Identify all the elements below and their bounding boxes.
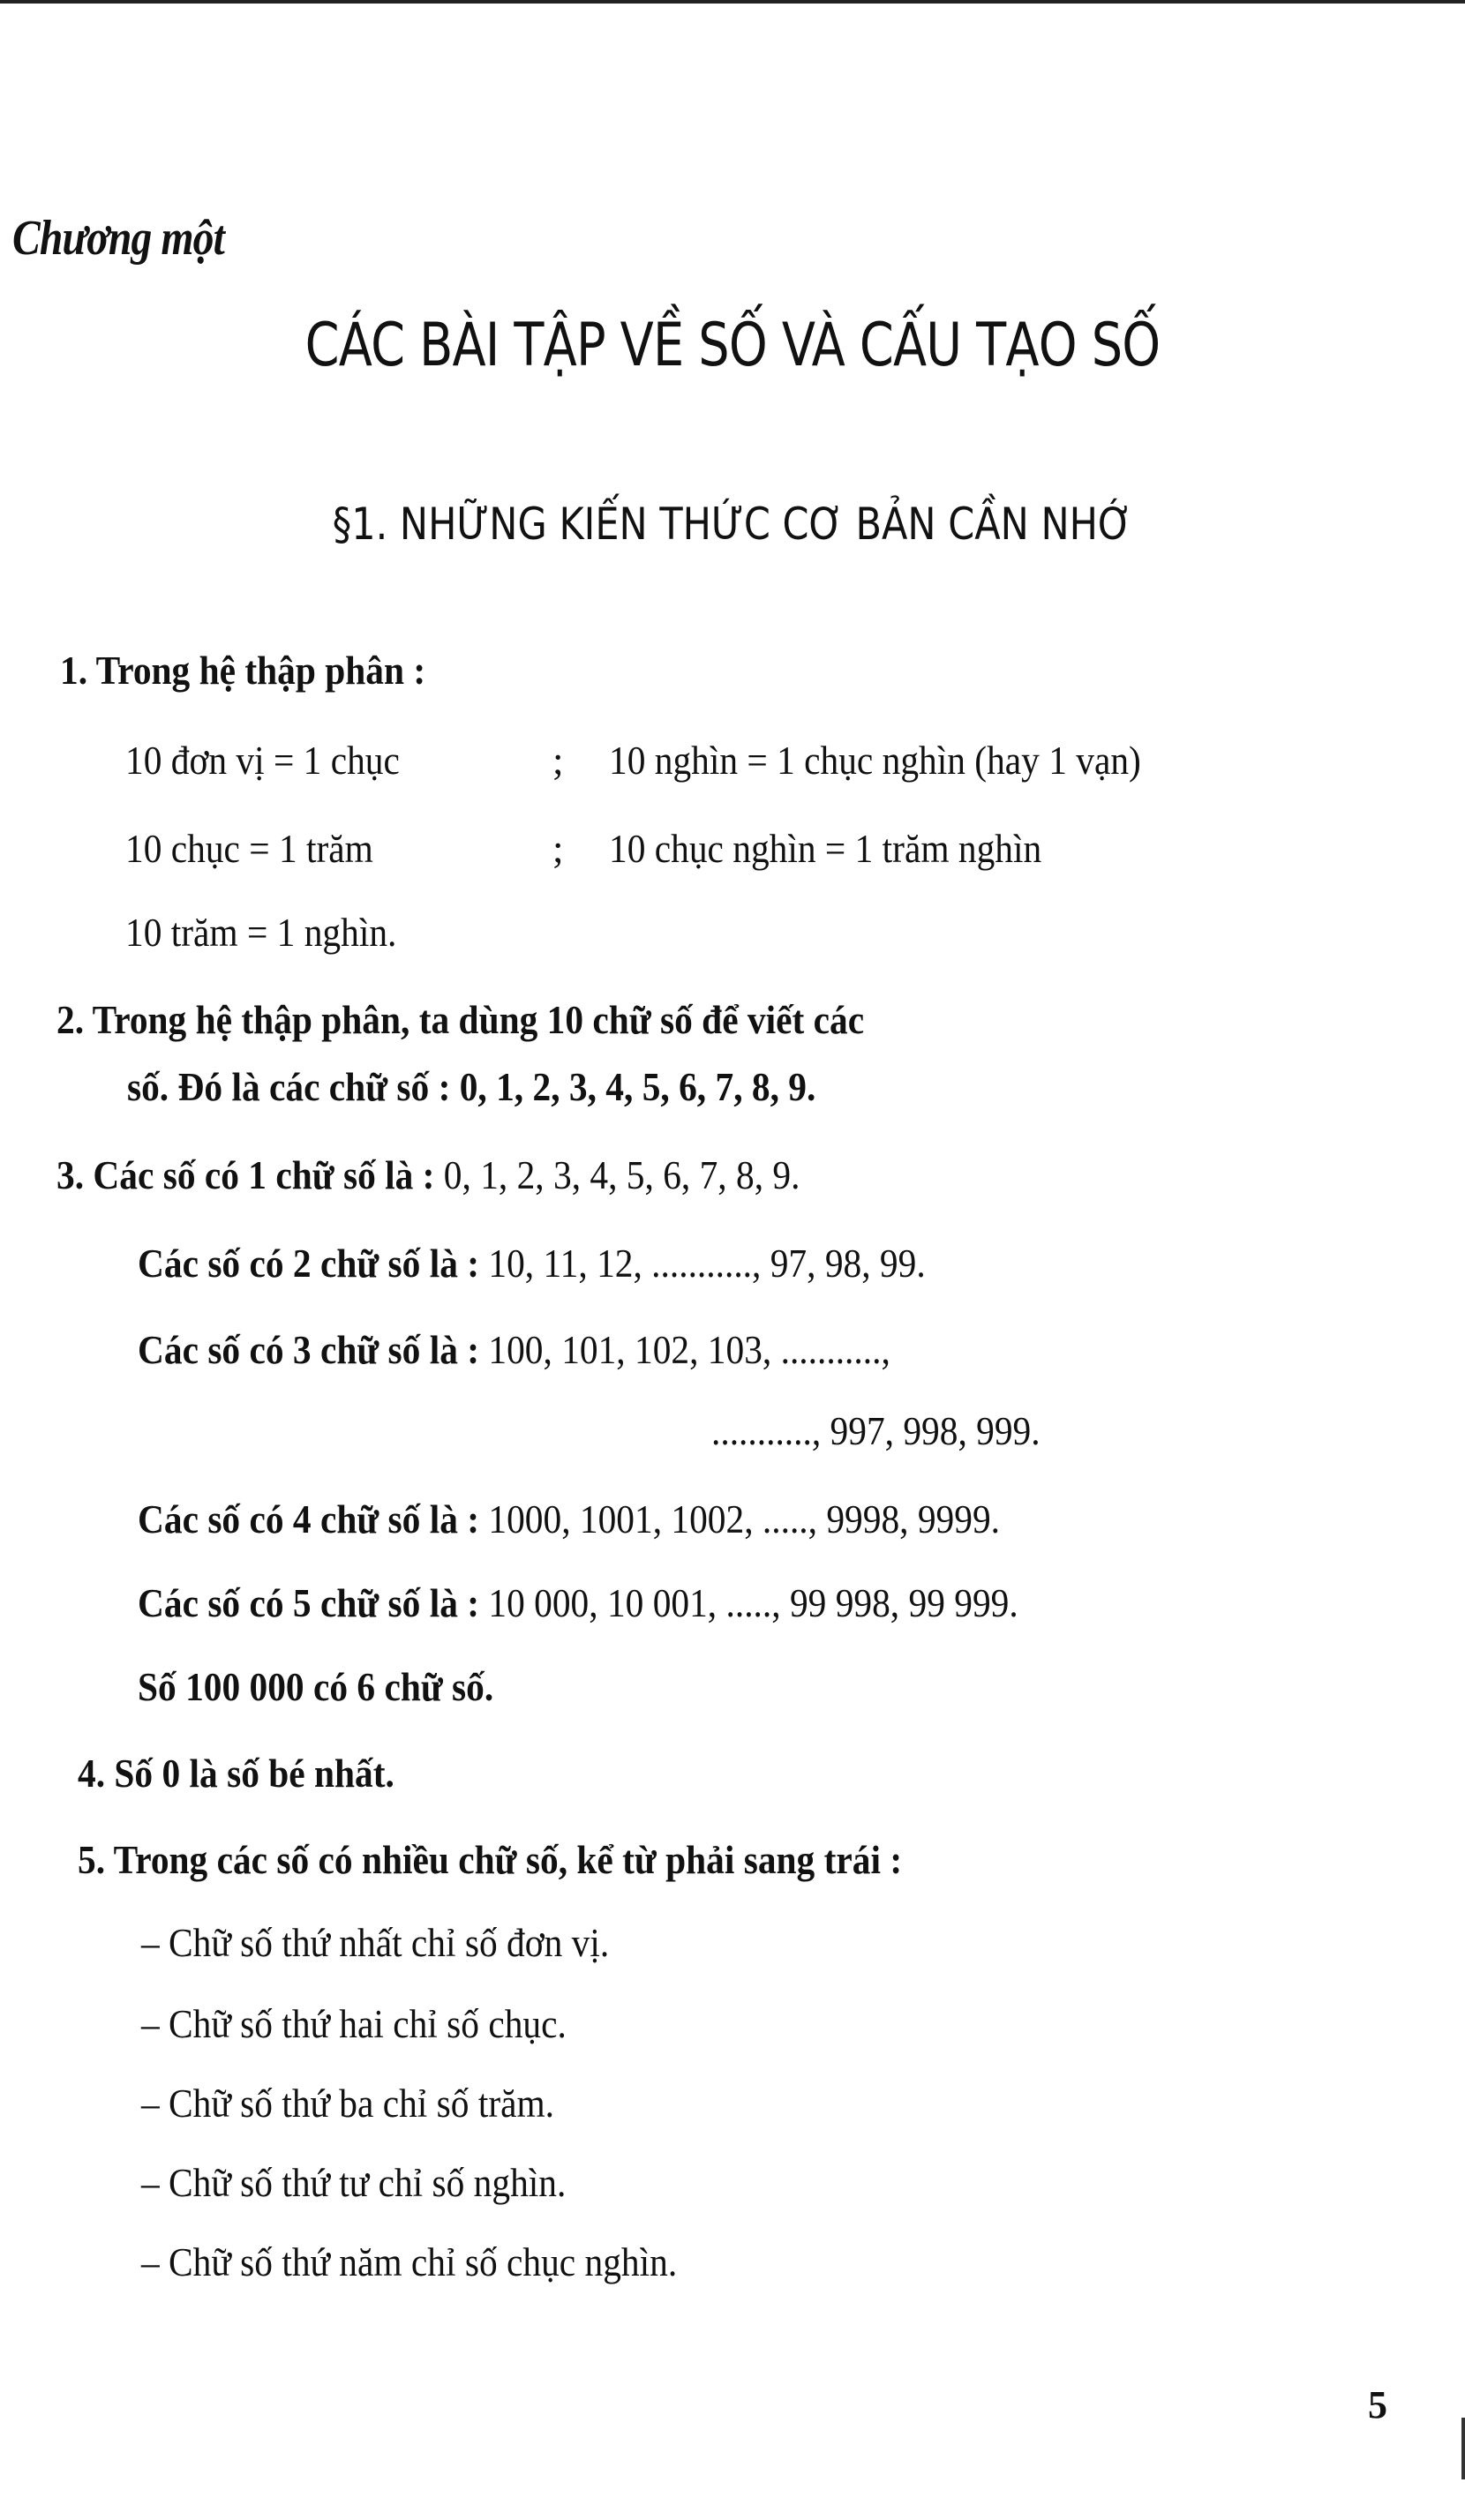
item-3-row-5 [138, 1581, 1018, 1625]
item-5-bullet-4: – Chữ số thứ tư chỉ số nghìn. [141, 2161, 567, 2205]
item-1-row-1-right: 10 nghìn = 1 chục nghìn (hay 1 vạn) [609, 739, 1141, 783]
item-1-row-3-left: 10 trăm = 1 nghìn. [125, 911, 397, 955]
row-value: 10, 11, 12, ..........., 97, 98, 99. [479, 1241, 926, 1286]
chapter-label: Chương một [12, 211, 225, 266]
item-5-heading: 5. Trong các số có nhiều chữ số, kể từ phải sang trái : [78, 1838, 903, 1882]
item-5-bullet-2: – Chữ số thứ hai chỉ số chục. [141, 2002, 567, 2046]
row-label: Các số có 3 chữ số là : [138, 1328, 480, 1372]
item-3-row-4 [138, 1497, 1001, 1541]
item-2-line-1: 2. Trong hệ thập phân, ta dùng 10 chữ số để viết các [56, 998, 865, 1042]
item-3-row-3-continued: ..........., 997, 998, 999. [711, 1409, 1041, 1453]
row-value: 10 000, 10 001, ....., 99 998, 99 999. [479, 1581, 1018, 1625]
page-title: CÁC BÀI TẬP VỀ SỐ VÀ CẤU TẠO SỐ [304, 311, 1161, 380]
item-2-line-2: số. Đó là các chữ số : 0, 1, 2, 3, 4, 5, 6, 7, 8, 9. [127, 1065, 816, 1109]
item-5-bullet-1: – Chữ số thứ nhất chỉ số đơn vị. [141, 1921, 610, 1965]
item-1-row-2-left: 10 chục = 1 trăm [125, 827, 373, 871]
item-4: 4. Số 0 là số bé nhất. [78, 1751, 394, 1796]
page-number: 5 [1368, 2383, 1387, 2426]
item-1-row-2-right: 10 chục nghìn = 1 trăm nghìn [609, 827, 1042, 871]
item-5-bullet-3: – Chữ số thứ ba chỉ số trăm. [141, 2081, 555, 2126]
item-3-row-3 [138, 1328, 890, 1372]
page-top-border [0, 0, 1465, 4]
row-label: Các số có 5 chữ số là : [138, 1581, 480, 1625]
item-1-row-2-sep: ; [552, 827, 564, 871]
item-1-row-1-sep: ; [552, 739, 564, 783]
row-label: Các số có 4 chữ số là : [138, 1497, 480, 1541]
item-3-row-1 [56, 1153, 800, 1197]
row-value: 100, 101, 102, 103, ..........., [479, 1328, 890, 1372]
item-1-heading: 1. Trong hệ thập phân : [60, 649, 426, 693]
row-label: 3. Các số có 1 chữ số là : [56, 1153, 435, 1197]
row-value: 0, 1, 2, 3, 4, 5, 6, 7, 8, 9. [434, 1153, 800, 1197]
page-edge-mark [1461, 2418, 1465, 2479]
section-heading: §1. NHỮNG KIẾN THỨC CƠ BẢN CẦN NHỚ [332, 499, 1133, 550]
row-value: 1000, 1001, 1002, ....., 9998, 9999. [479, 1497, 1001, 1541]
item-5-bullet-5: – Chữ số thứ năm chỉ số chục nghìn. [141, 2240, 678, 2284]
item-3-row-2 [138, 1241, 926, 1286]
item-3-note: Số 100 000 có 6 chữ số. [138, 1665, 494, 1709]
row-label: Các số có 2 chữ số là : [138, 1241, 480, 1286]
item-1-row-1-left: 10 đơn vị = 1 chục [125, 739, 400, 783]
